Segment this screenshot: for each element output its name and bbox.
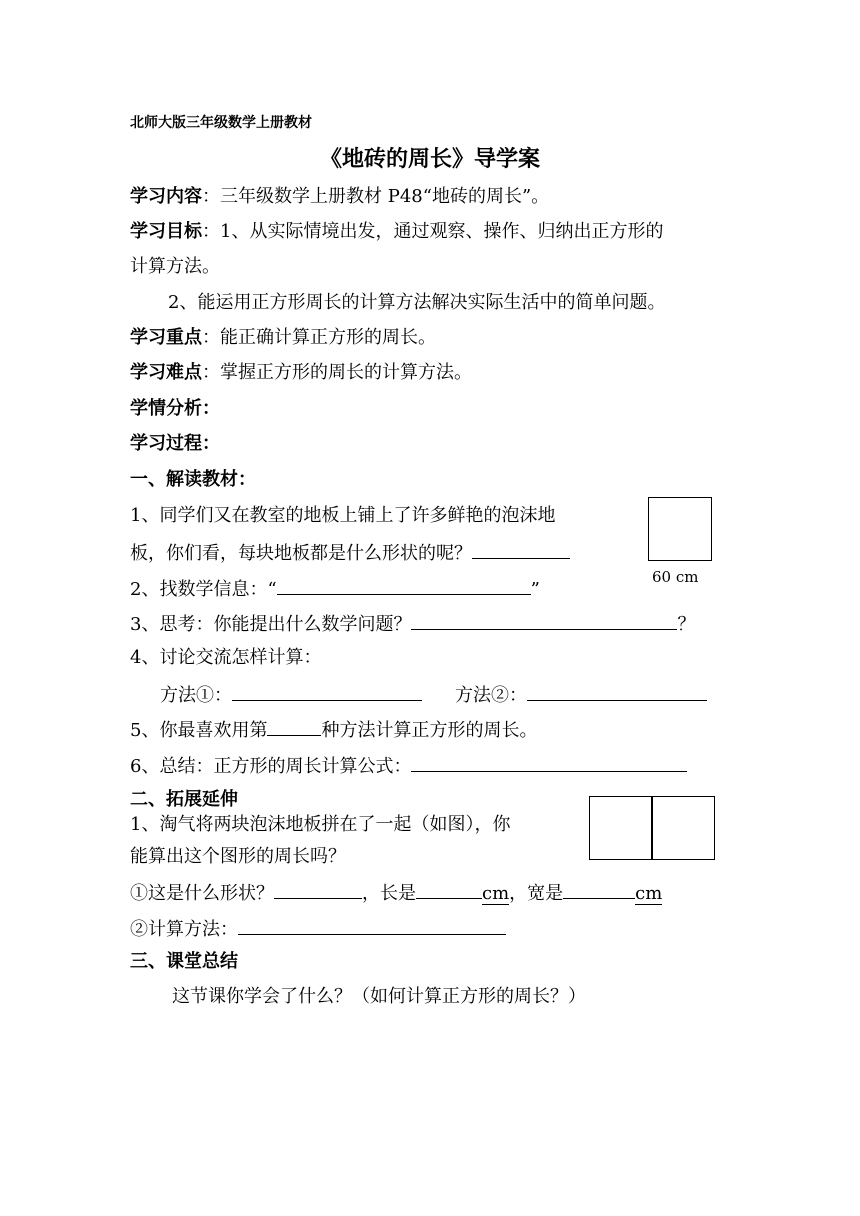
method2-blank[interactable] [527,682,707,701]
page-title: 《地砖的周长》导学案 [319,147,540,172]
study-goals-line1: ：1、从实际情境出发，通过观察、操作、归纳出正方形的 [202,221,664,242]
section2-q1-line2: 能算出这个图形的周长吗？ [130,846,346,867]
study-goals-line2: 计算方法。 [130,256,220,277]
square-side-label: 60 cm [652,568,699,586]
section1-q3-prefix: 3、思考：你能提出什么数学问题？ [130,614,412,635]
method1-label: 方法①： [160,685,232,706]
favorite-method-blank[interactable] [267,717,321,736]
section3-heading: 三、课堂总结 [130,951,238,972]
method2 [455,682,707,707]
section1-q6 [130,753,687,778]
width-blank[interactable] [563,880,635,899]
section1-q1-line1: 1、同学们又在教室的地板上铺上了许多鲜艳的泡沫地 [130,505,556,526]
method1-blank[interactable] [232,682,422,701]
section1-heading: 一、解读教材： [130,469,256,490]
square-tile-figure [648,497,712,561]
section1-q2-suffix: ” [530,579,540,600]
section1-q3 [130,611,695,636]
section2-q1-line1: 1、淘气将两块泡沫地板拼在了一起（如图），你 [130,814,511,835]
section3-text: 这节课你学会了什么？（如何计算正方形的周长？） [172,986,586,1007]
section1-q1-text: 板，你们看，每块地板都是什么形状的呢？ [130,543,472,564]
formula-blank[interactable] [411,753,687,772]
study-key-label: 学习重点 [130,327,202,348]
shape-answer-blank[interactable] [472,540,570,559]
section1-q2 [130,576,540,601]
section2-a1-prefix: ①这是什么形状？ [130,883,274,904]
study-goals-label: 学习目标 [130,221,202,242]
right-tile-figure [651,796,715,860]
study-key-text: ：能正确计算正方形的周长。 [202,327,436,348]
document-header: 北师大版三年级数学上册教材 [130,115,312,131]
study-goals-line3: 2、能运用正方形周长的计算方法解决实际生活中的简单问题。 [168,292,666,313]
study-difficulty [130,362,472,384]
length-blank[interactable] [416,880,482,899]
section1-q4: 4、讨论交流怎样计算： [130,647,322,668]
section2-a1 [130,880,662,905]
section1-q5-suffix: 种方法计算正方形的周长。 [321,720,538,741]
study-difficulty-label: 学习难点 [130,362,202,383]
section2-a1-mid2: ，宽是 [509,883,564,904]
left-tile-figure [589,796,653,860]
section1-q5 [130,717,537,742]
calculation-method-blank[interactable] [238,916,506,935]
section2-a2-prefix: ②计算方法： [130,919,238,940]
learning-analysis-label: 学情分析： [130,398,220,419]
section1-q3-suffix: ？ [677,614,696,635]
math-info-blank[interactable] [277,576,531,595]
section2-a1-mid1: ，长是 [362,883,416,904]
section1-q1-line2 [130,540,570,565]
section1-q5-prefix: 5、你最喜欢用第 [130,720,268,741]
section2-a2 [130,916,506,941]
study-difficulty-text: ：掌握正方形的周长的计算方法。 [202,362,472,383]
study-key-points [130,327,436,349]
rectangle-shape-blank[interactable] [274,880,362,899]
study-goals [130,221,663,243]
section1-q2-prefix: 2、找数学信息：“ [130,579,277,600]
study-content-label: 学习内容 [130,186,202,207]
study-content-text: ：三年级数学上册教材 P48“地砖的周长”。 [202,186,550,207]
length-unit: cm [482,883,510,904]
section1-q6-prefix: 6、总结：正方形的周长计算公式： [130,756,412,777]
width-unit: cm [635,883,663,904]
math-question-blank[interactable] [411,611,677,630]
section2-heading: 二、拓展延伸 [130,789,238,810]
method2-label: 方法②： [455,685,527,706]
method1 [160,682,422,707]
study-content [130,186,549,208]
learning-process-label: 学习过程： [130,433,220,454]
